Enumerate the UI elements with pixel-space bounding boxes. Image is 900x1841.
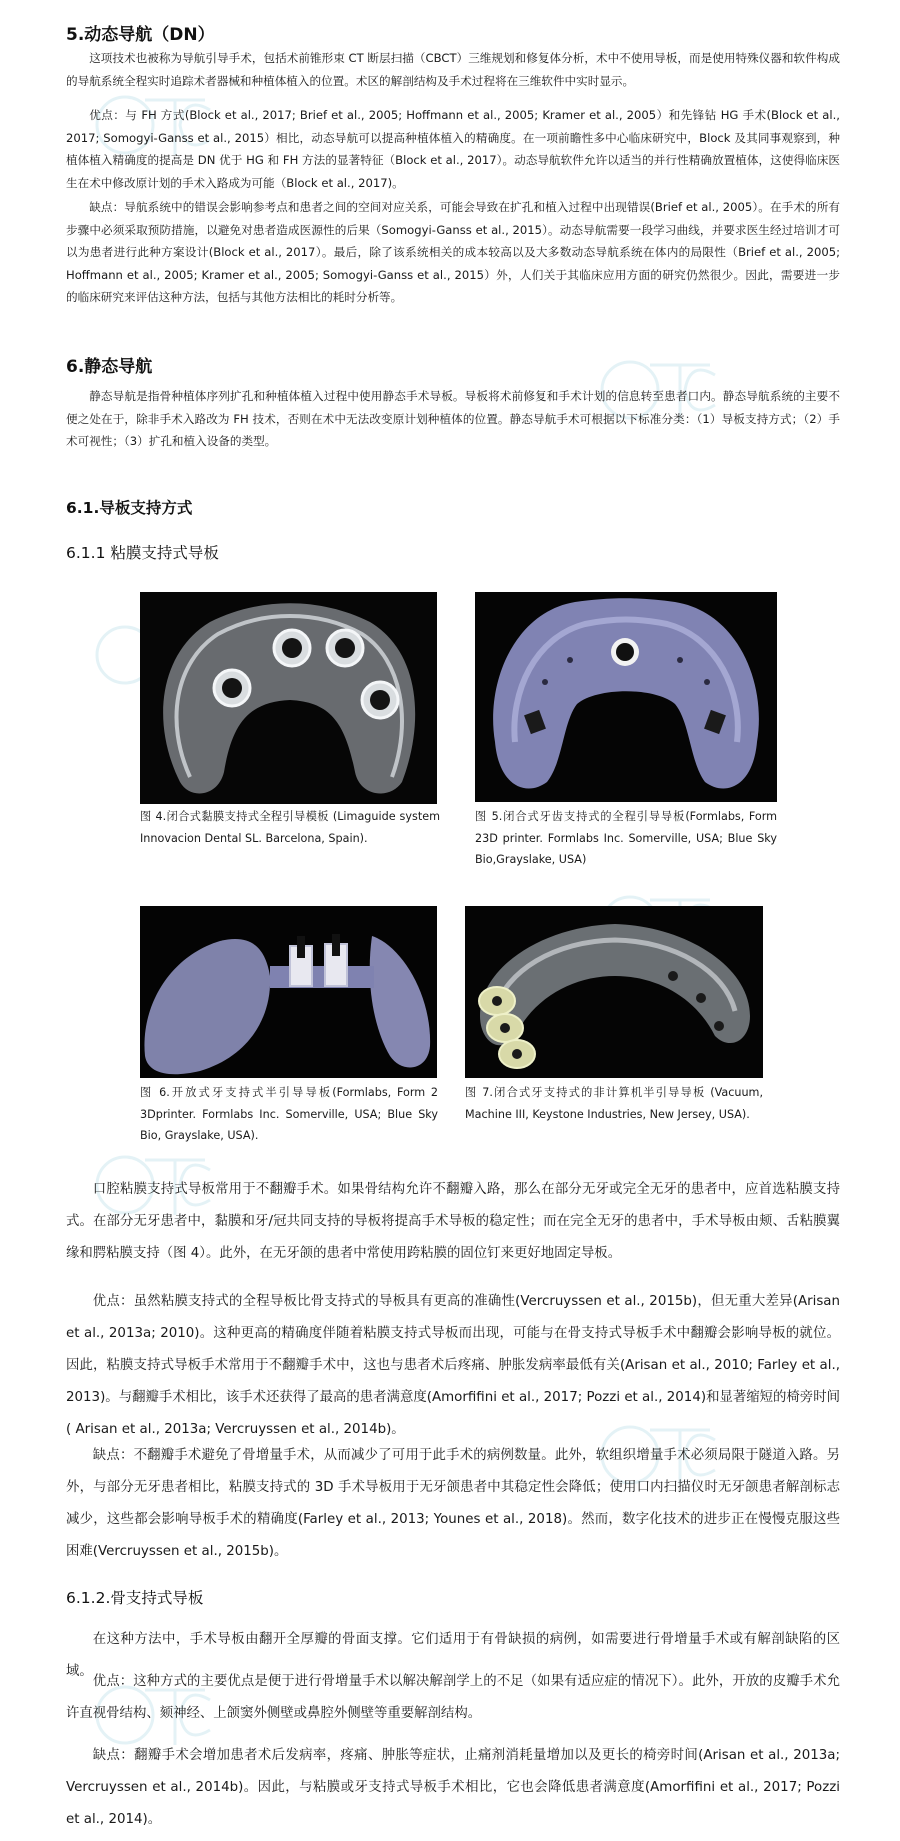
subsection-heading: 6.1.导板支持方式 bbox=[66, 499, 193, 517]
paragraph: 缺点：不翻瓣手术避免了骨增量手术，从而减少了可用于此手术的病例数量。此外，软组织增量手术必须局限于隧道入路。另外，与部分无牙患者相比，粘膜支持式的 3D 手术导板用于无牙颌患者中其稳定性会降低；使用口内扫描仪时无牙颌患者解剖标志减少，这些都会影响导板手术的精确度(Farley et al., 2013; Younes et al., 2018)。然而，数字化技术的进步正在慢慢克服这些困难(Vercruyssen et al., 2015b)。 bbox=[66, 1448, 840, 1559]
figure-6-image bbox=[140, 906, 437, 1078]
paragraph: 静态导航是指骨种植体序列扩孔和种植体植入过程中使用静态手术导板。导板将术前修复和手术计划的信息转至患者口内。静态导航系统的主要不便之处在于，除非手术入路改为 FH 技术，否则在术中无法改变原计划种植体的位置。静态导航手术可根据以下标准分类：（1）导板支持方式；（2）手术可视性；（3）扩孔和植入设备的类型。 bbox=[66, 389, 840, 448]
paragraph: 在这种方法中，手术导板由翻开全厚瓣的骨面支撑。它们适用于有骨缺损的病例，如需要进行骨增量手术或有解剖缺陷的区域。 bbox=[66, 1632, 840, 1679]
paragraph: 缺点：翻瓣手术会增加患者术后发病率，疼痛、肿胀等症状，止痛剂消耗量增加以及更长的椅旁时间(Arisan et al., 2013a; Vercruyssen et al., 2014b)。因此，与粘膜或牙支持式导板手术相比，它也会降低患者满意度(Amorfifini et al., 2017; Pozzi et al., 2014)。 bbox=[66, 1748, 840, 1827]
paragraph: 优点：这种方式的主要优点是便于进行骨增量手术以解决解剖学上的不足（如果有适应症的情况下）。此外，开放的皮瓣手术允许直视骨结构、颏神经、上颌窦外侧壁或鼻腔外侧壁等重要解剖结构。 bbox=[66, 1674, 840, 1721]
section-heading-dynamic-navigation: 5.动态导航（DN） bbox=[66, 25, 215, 45]
figure-7-caption: 图 7.闭合式牙支持式的非计算机半引导导板 (Vacuum, Machine III, Keystone Industries, New Jersey, USA). bbox=[465, 1086, 763, 1121]
section-heading-static-navigation: 6.静态导航 bbox=[66, 357, 153, 377]
paragraph: 优点：与 FH 方式(Block et al., 2017; Brief et al., 2005; Hoffmann et al., 2005; Kramer et al., 2005）和先锋钻 HG 手术(Block et al., 2017; Somogyi-Ganss et al., 2015）相比，动态导航可以提高种植体植入的精确度。在一项前瞻性多中心临床研究中，Block 及其同事观察到，种植体植入精确度的提高是 DN 优于 HG 和 FH 方法的显著特征（Block et al., 2017）。动态导航软件允许以适当的并行性精确放置植体，这使得临床医生在术中修改原计划的手术入路成为可能（Block et al., 2017)。 bbox=[66, 108, 840, 190]
figure-4-caption: 图 4.闭合式黏膜支持式全程引导模板 (Limaguide system Innovacion Dental SL. Barcelona, Spain). bbox=[140, 810, 440, 845]
figure-5-image bbox=[475, 592, 777, 802]
subsection-heading: 6.1.2.骨支持式导板 bbox=[66, 1589, 204, 1607]
paragraph: 优点：虽然粘膜支持式的全程导板比骨支持式的导板具有更高的准确性(Vercruyssen et al., 2015b)，但无重大差异(Arisan et al., 2013a; 2010)。这种更高的精确度伴随着粘膜支持式导板而出现，可能与在骨支持式导板手术中翻瓣会影响导板的就位。因此，粘膜支持式导板手术常用于不翻瓣手术中，这也与患者术后疼痛、肿胀发病率最低有关(Arisan et al., 2010; Farley et al., 2013)。与翻瓣手术相比，该手术还获得了最高的患者满意度(Amorfifini et al., 2017; Pozzi et al., 2014)和显著缩短的椅旁时间( Arisan et al., 2013a; Vercruyssen et al., 2014b)。 bbox=[66, 1294, 840, 1437]
figure-7-image bbox=[465, 906, 763, 1078]
figure-5-caption: 图 5.闭合式牙齿支持式的全程引导导板(Formlabs, Form 23D printer. Formlabs Inc. Somerville, USA; Blue Sky Bio,Grayslake, USA) bbox=[475, 810, 777, 866]
figure-4-image bbox=[140, 592, 437, 804]
paragraph: 这项技术也被称为导航引导手术，包括术前锥形束 CT 断层扫描（CBCT）三维规划和修复体分析，术中不使用导板，而是使用特殊仪器和软件构成的导航系统全程实时追踪术者器械和种植体植入的位置。术区的解剖结构及手术过程将在三维软件中实时显示。 bbox=[66, 51, 840, 88]
subsection-heading: 6.1.1 粘膜支持式导板 bbox=[66, 544, 219, 562]
figure-6-caption: 图 6.开放式牙支持式半引导导板(Formlabs, Form 2 3Dprinter. Formlabs Inc. Somerville, USA; Blue Sky Bio, Grayslake, USA). bbox=[140, 1086, 438, 1142]
paragraph: 口腔粘膜支持式导板常用于不翻瓣手术。如果骨结构允许不翻瓣入路，那么在部分无牙或完全无牙的患者中，应首选粘膜支持式。在部分无牙患者中，黏膜和牙/冠共同支持的导板将提高手术导板的稳定性；而在完全无牙的患者中，手术导板由颊、舌粘膜翼缘和腭粘膜支持（图 4）。此外，在无牙颌的患者中常使用跨粘膜的固位钉来更好地固定导板。 bbox=[66, 1182, 840, 1261]
paragraph: 缺点：导航系统中的错误会影响参考点和患者之间的空间对应关系，可能会导致在扩孔和植入过程中出现错误(Brief et al., 2005）。在手术的所有步骤中必须采取预防措施，以避免对患者造成医源性的后果（Somogyi-Ganss et al., 2015）。动态导航需要一段学习曲线，并要求医生经过培训才可以为患者进行此种方案设计(Block et al., 2017）。最后，除了该系统相关的成本较高以及大多数动态导航系统在体内的局限性（Brief et al., 2005; Hoffmann et al., 2005; Kramer et al., 2005; Somogyi-Ganss et al., 2015）外，人们关于其临床应用方面的研究仍然很少。因此，需要进一步的临床研究来评估这种方法，包括与其他方法相比的耗时分析等。 bbox=[66, 200, 840, 304]
